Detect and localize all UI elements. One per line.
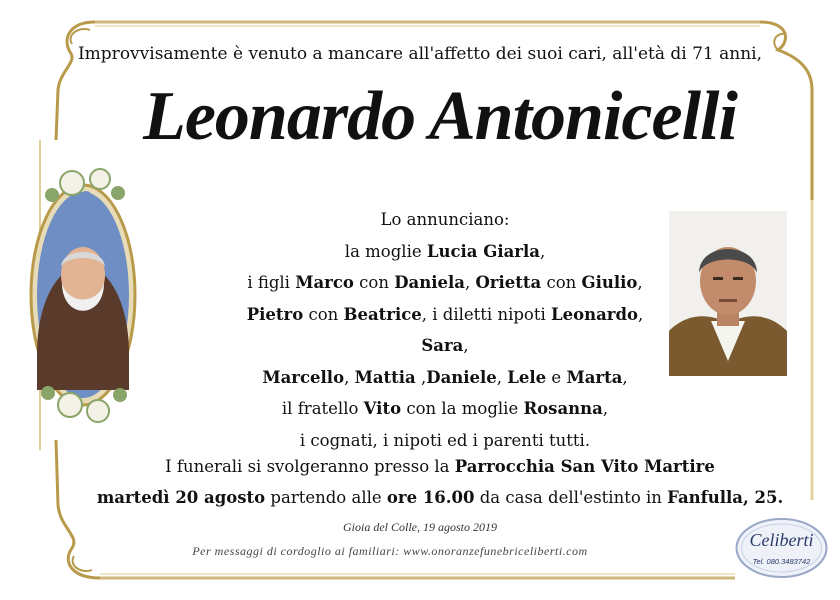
announce-name: Marta xyxy=(566,367,623,387)
announce-name: Pietro xyxy=(246,304,304,324)
announce-name: Lele xyxy=(507,367,547,387)
deceased-name: Leonardo Antonicelli xyxy=(143,78,737,155)
announce-text: il fratello xyxy=(281,399,364,418)
announce-text: i cognati, i nipoti ed i parenti tutti. xyxy=(299,430,591,450)
funeral-time: ore 16.00 xyxy=(386,488,475,507)
announce-line xyxy=(225,393,665,425)
announce-name: Giulio xyxy=(581,273,638,292)
announce-name: Beatrice xyxy=(343,304,422,324)
announce-text: , xyxy=(638,304,644,324)
logo-tel: Tel. 080.3483742 xyxy=(752,557,811,566)
intro-text: Improvvisamente è venuto a mancare all'affetto dei suoi cari, all'età di 71 anni, xyxy=(77,44,763,64)
announce-line xyxy=(225,267,665,299)
deceased-portrait xyxy=(669,211,787,376)
logo-name: Celiberti xyxy=(749,530,814,550)
funeral-text: I funerali si svolgeranno presso la xyxy=(165,457,455,476)
condolence-note: Per messaggi di cordoglio ai familiari: www.onoranzefunebriceliberti.com xyxy=(192,544,588,558)
announce-text: , i diletti nipoti xyxy=(421,304,551,324)
announce-line xyxy=(225,299,665,362)
announce-text: , xyxy=(637,273,643,292)
announce-name: Orietta xyxy=(475,273,542,292)
announce-name: Daniele xyxy=(426,367,497,387)
saint-image xyxy=(22,155,144,435)
announce-text: , xyxy=(602,399,609,418)
funeral-text: partendo alle xyxy=(265,488,387,507)
announce-text: e xyxy=(546,367,567,387)
announce-name: Marco xyxy=(295,273,354,292)
announce-name: Sara xyxy=(421,336,464,355)
announce-name: Rosanna xyxy=(523,399,603,418)
announce-text: Lo annunciano: xyxy=(380,210,510,229)
announce-text: , xyxy=(463,336,469,355)
announce-text: , xyxy=(539,241,546,261)
funeral-info xyxy=(90,451,790,513)
funeral-text: da casa dell'estinto in xyxy=(474,488,668,507)
funeral-date: martedì 20 agosto xyxy=(96,488,266,507)
announce-text: con la moglie xyxy=(401,399,524,418)
announce-name: Marcello xyxy=(262,367,345,387)
funeral-line xyxy=(90,482,790,513)
place-date: Gioia del Colle, 19 agosto 2019 xyxy=(343,520,497,534)
announce-text: , xyxy=(464,273,476,292)
announcement-block xyxy=(225,204,665,456)
announce-text: , xyxy=(415,367,427,387)
announce-name: Vito xyxy=(363,399,402,418)
announce-text: la moglie xyxy=(344,241,427,261)
announce-text: i figli xyxy=(247,273,296,292)
announce-text: con xyxy=(353,273,395,292)
announce-line xyxy=(225,204,665,236)
funeral-address: Fanfulla, 25. xyxy=(667,488,784,507)
announce-name: Mattia xyxy=(354,367,416,387)
announce-text: , xyxy=(622,367,628,387)
announce-text: , xyxy=(344,367,355,387)
funeral-line xyxy=(90,451,790,482)
announce-text: con xyxy=(303,304,344,324)
announce-line xyxy=(225,362,665,394)
announce-line xyxy=(225,236,665,268)
announce-name: Lucia Giarla xyxy=(426,241,540,261)
announce-text: , xyxy=(496,367,508,387)
funeral-place: Parrocchia San Vito Martire xyxy=(454,457,715,476)
announce-text: con xyxy=(541,273,582,292)
announce-name: Daniela xyxy=(394,273,465,292)
announce-name: Leonardo xyxy=(551,304,639,324)
